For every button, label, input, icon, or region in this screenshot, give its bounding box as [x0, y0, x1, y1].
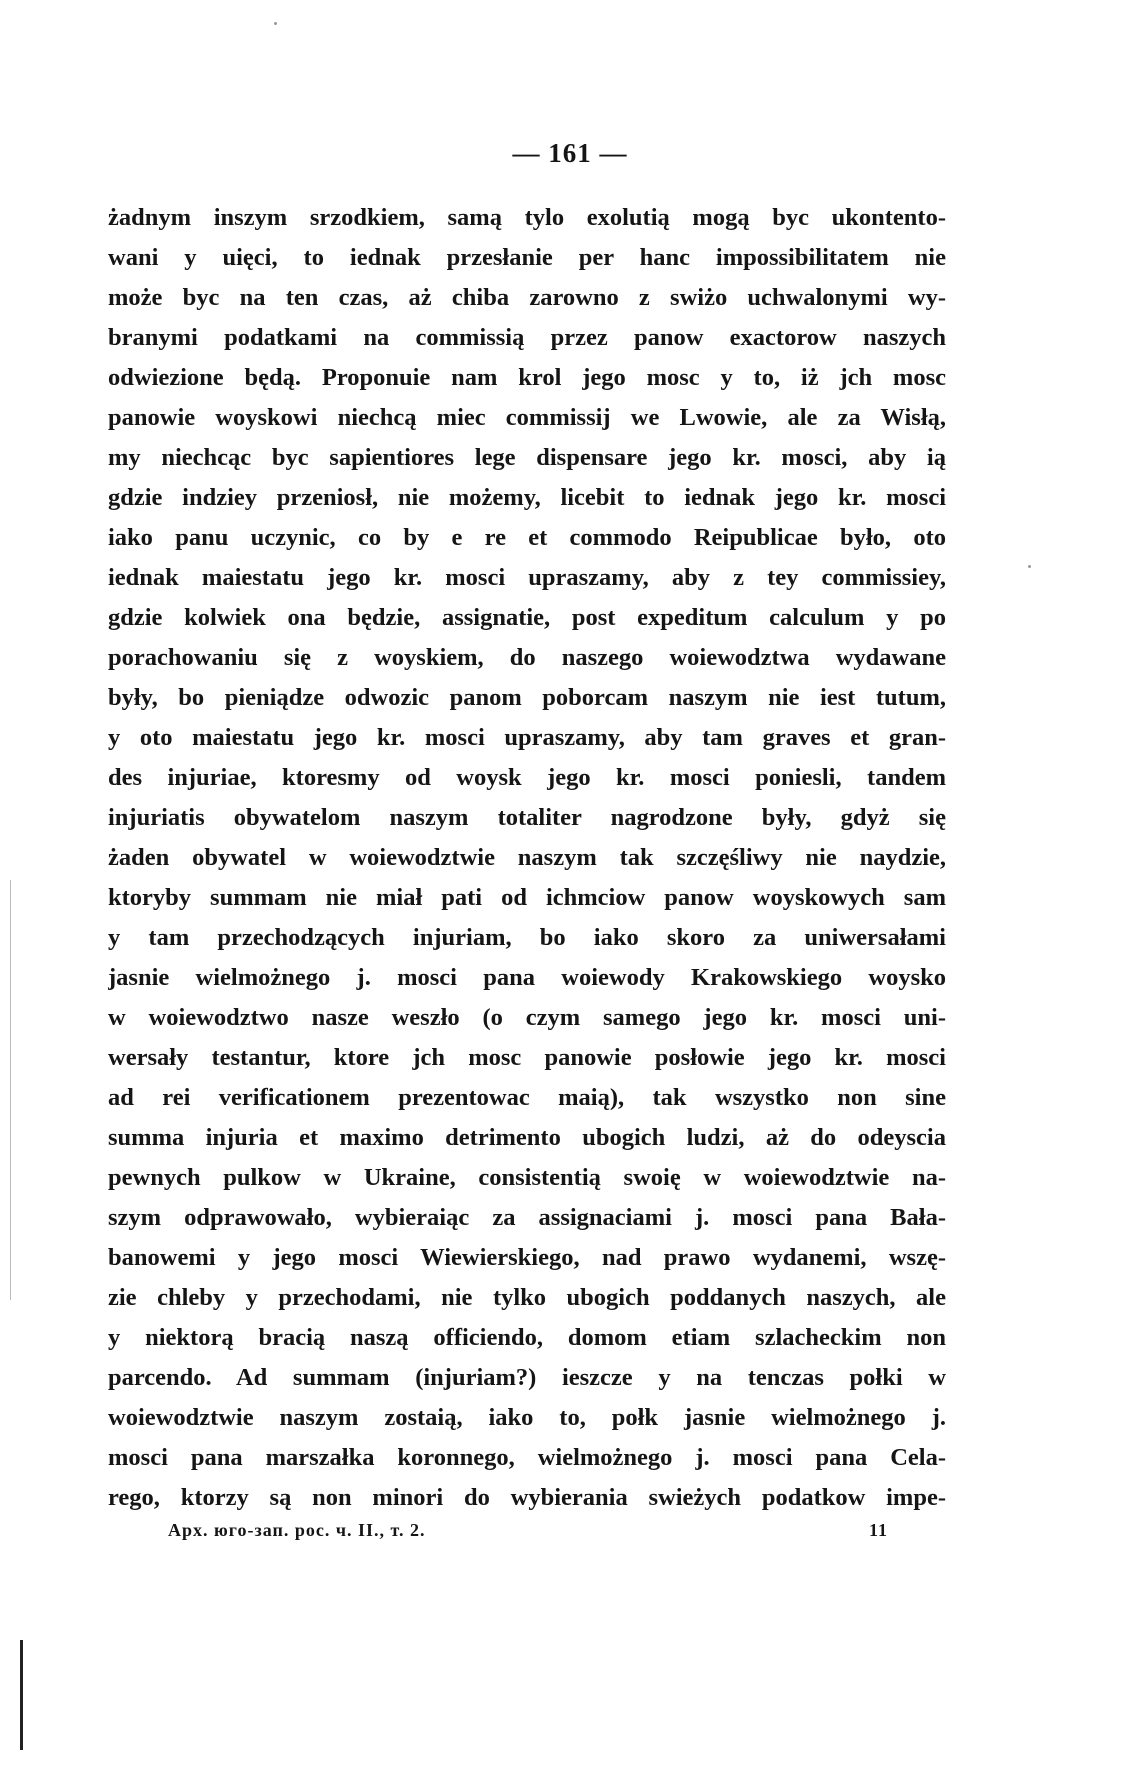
text-line: y tam przechodzących injuriam, bo iako skoro za uniwersałami	[108, 924, 946, 951]
text-line: y oto maiestatu jego kr. mosci upraszamy, aby tam graves et gran-	[108, 724, 946, 751]
text-line: branymi podatkami na commissią przez panow exactorow naszych	[108, 324, 946, 351]
scan-artifact-dot	[274, 22, 277, 25]
scan-artifact-line	[10, 880, 11, 1300]
text-line: zie chleby y przechodami, nie tylko ubogich poddanych naszych, ale	[108, 1284, 946, 1311]
text-line: w woiewodztwo nasze weszło (o czym samego jego kr. mosci uni-	[108, 1004, 946, 1031]
text-line: żaden obywatel w woiewodztwie naszym tak szczęśliwy nie naydzie,	[108, 844, 946, 871]
text-line: banowemi y jego mosci Wiewierskiego, nad prawo wydanemi, wszę-	[108, 1244, 946, 1271]
text-line: ad rei verificationem prezentowac maią), tak wszystko non sine	[108, 1084, 946, 1111]
text-line: gdzie indziey przeniosł, nie możemy, licebit to iednak jego kr. mosci	[108, 484, 946, 511]
text-line: pewnych pulkow w Ukraine, consistentią swoię w woiewodztwie na-	[108, 1164, 946, 1191]
text-line: iako panu uczynic, co by e re et commodo Reipublicae było, oto	[108, 524, 946, 551]
text-line: injuriatis obywatelom naszym totaliter nagrodzone były, gdyż się	[108, 804, 946, 831]
text-line: y niektorą bracią naszą officiendo, domom etiam szlacheckim non	[108, 1324, 946, 1351]
text-line: wani y uięci, to iednak przesłanie per hanc impossibilitatem nie	[108, 244, 946, 271]
text-line: jasnie wielmożnego j. mosci pana woiewody Krakowskiego woysko	[108, 964, 946, 991]
text-line: były, bo pieniądze odwozic panom poborcam naszym nie iest tutum,	[108, 684, 946, 711]
text-line: des injuriae, ktoresmy od woysk jego kr. mosci poniesli, tandem	[108, 764, 946, 791]
text-line: szym odprawowało, wybieraiąc za assignaciami j. mosci pana Bała-	[108, 1204, 946, 1231]
text-line: odwiezione będą. Proponuie nam krol jego mosc y to, iż jch mosc	[108, 364, 946, 391]
text-line: rego, ktorzy są non minori do wybierania swieżych podatkow impe-	[108, 1484, 946, 1511]
text-line: woiewodztwie naszym zostaią, iako to, połk jasnie wielmożnego j.	[108, 1404, 946, 1431]
text-line: iednak maiestatu jego kr. mosci upraszamy, aby z tey commissiey,	[108, 564, 946, 591]
scan-artifact-mark	[20, 1640, 23, 1750]
text-line: my niechcąc byc sapientiores lege dispensare jego kr. mosci, aby ią	[108, 444, 946, 471]
footer	[168, 1520, 888, 1548]
text-line: może byc na ten czas, aż chiba zarowno z swiżo uchwalonymi wy-	[108, 284, 946, 311]
footer-signature: Арх. юго-зап. рос. ч. II., т. 2.	[168, 1520, 426, 1540]
text-line: ktoryby summam nie miał pati od ichmciow panow woyskowych sam	[108, 884, 946, 911]
text-line: porachowaniu się z woyskiem, do naszego woiewodztwa wydawane	[108, 644, 946, 671]
text-line: summa injuria et maximo detrimento ubogich ludzi, aż do odeyscia	[108, 1124, 946, 1151]
footer-sheet-number: 11	[868, 1520, 888, 1540]
text-line: żadnym inszym srzodkiem, samą tylo exolutią mogą byc ukontento-	[108, 204, 946, 231]
page-number: — 161 —	[512, 138, 628, 168]
scan-artifact-dot	[1028, 565, 1031, 568]
text-line: parcendo. Ad summam (injuriam?) ieszcze y na tenczas połki w	[108, 1364, 946, 1391]
body-text	[108, 198, 946, 1518]
text-line: mosci pana marszałka koronnego, wielmożnego j. mosci pana Cela-	[108, 1444, 946, 1471]
text-line: wersały testantur, ktore jch mosc panowie posłowie jego kr. mosci	[108, 1044, 946, 1071]
text-line: panowie woyskowi niechcą miec commissij we Lwowie, ale za Wisłą,	[108, 404, 946, 431]
text-line: gdzie kolwiek ona będzie, assignatie, post expeditum calculum y po	[108, 604, 946, 631]
